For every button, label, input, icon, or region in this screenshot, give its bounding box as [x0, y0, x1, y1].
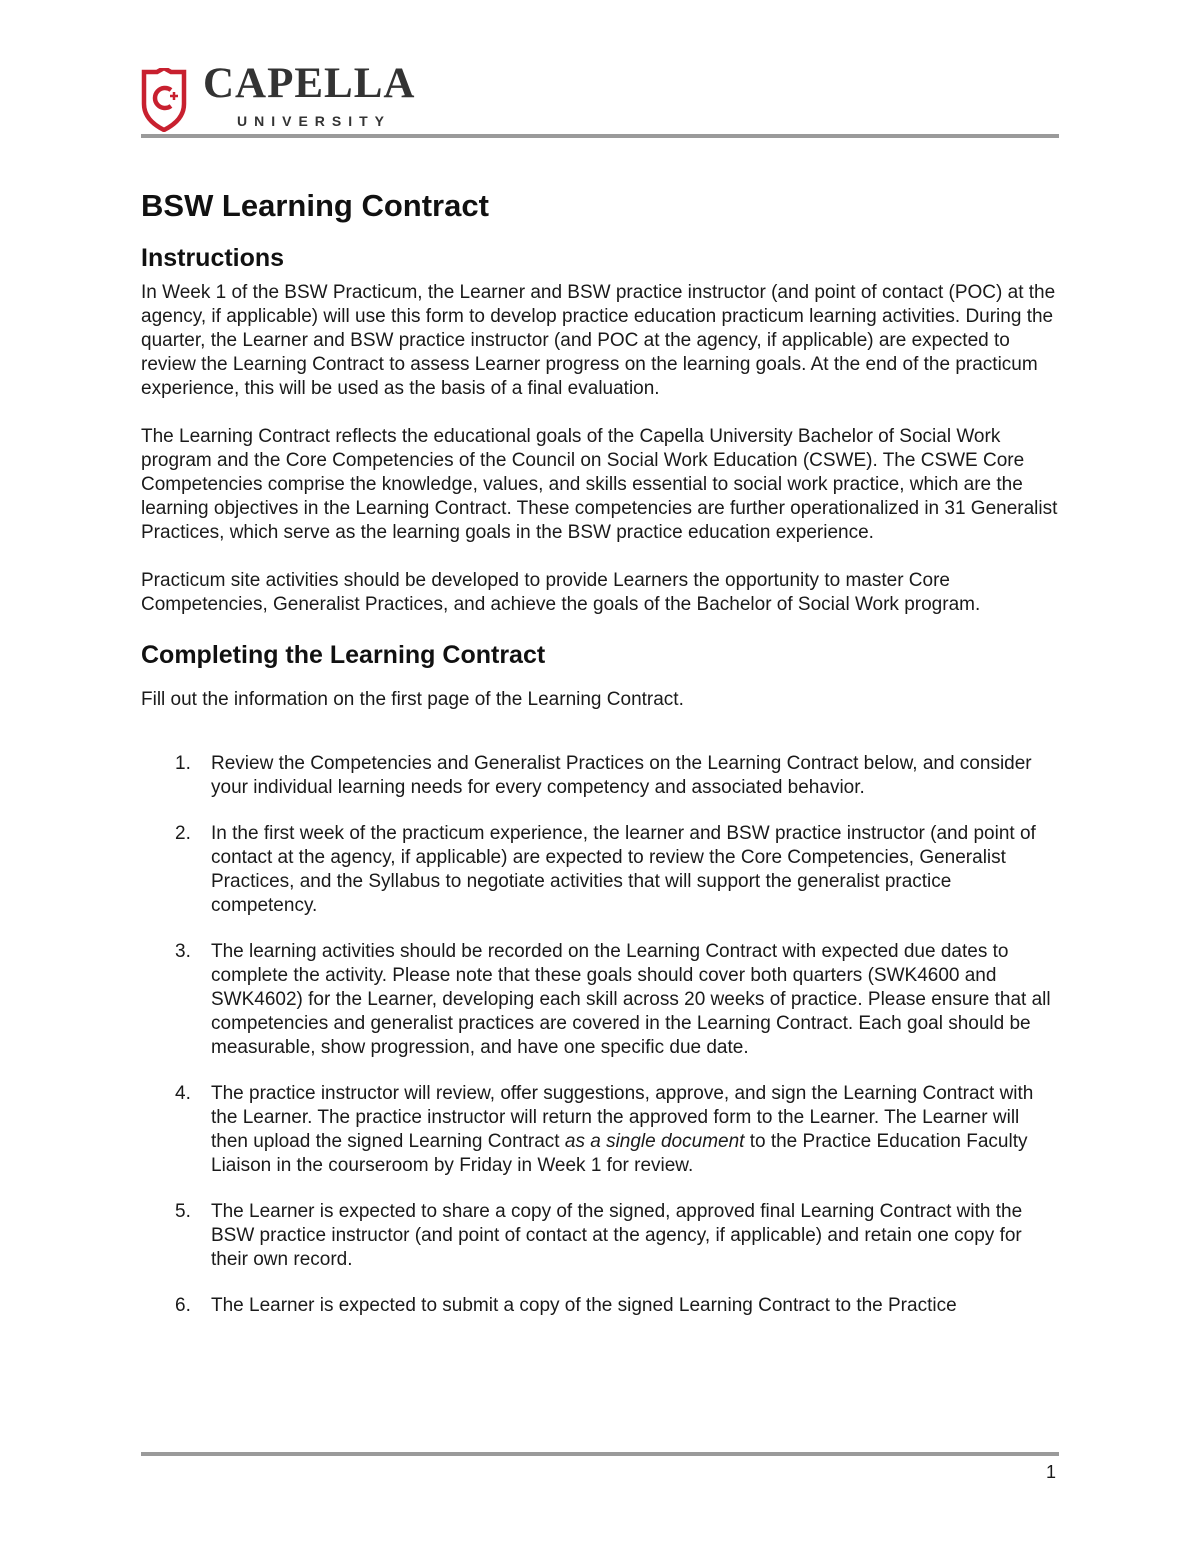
- steps-list: [141, 752, 1059, 1318]
- list-item-text: The Learner is expected to submit a copy of the signed Learning Contract to the Practice: [211, 1295, 957, 1316]
- instructions-paragraph: Practicum site activities should be developed to provide Learners the opportunity to master Core Competencies, Generalist Practices, and achieve the goals of the Bachelor of Social Work program.: [141, 570, 981, 615]
- list-item-text: The learning activities should be recorded on the Learning Contract with expected due dates to complete the activity. Please note that these goals should cover both quarters (SWK4600 and SWK4602) for the Learner, developing each skill across 20 weeks of practice. Please ensure that all competencies and generalist practices are covered in the Learning Contract. Each goal should be measurable, show progression, and have one specific due date.: [211, 941, 1051, 1058]
- list-item-number: 2.: [175, 823, 191, 844]
- list-item-text: The Learner is expected to share a copy of the signed, approved final Learning Contract with the BSW practice instructor (and point of contact at the agency, if applicable) and retain one copy for their own record.: [211, 1201, 1023, 1270]
- page-header: [141, 60, 1059, 138]
- list-item-text: Review the Competencies and Generalist Practices on the Learning Contract below, and consider your individual learning needs for every competency and associated behavior.: [211, 753, 1032, 798]
- brand-subtitle: UNIVERSITY: [237, 113, 392, 129]
- completing-intro: Fill out the information on the first page of the Learning Contract.: [141, 689, 684, 710]
- document-body: [141, 188, 1059, 1340]
- list-item-number: 6.: [175, 1295, 191, 1316]
- list-item-number: 3.: [175, 941, 191, 962]
- list-item: [141, 752, 1059, 800]
- page-number: 1: [1045, 1462, 1056, 1482]
- completing-heading: Completing the Learning Contract: [141, 641, 546, 669]
- instructions-paragraph: In Week 1 of the BSW Practicum, the Learner and BSW practice instructor (and point of contact (POC) at the agency, if applicable) will use this form to develop practice education practicum learning activities. During the quarter, the Learner and BSW practice instructor (and POC at the agency, if applicable) are expected to review the Learning Contract to assess Learner progress on the learning goals. At the end of the practicum experience, this will be used as the basis of a final evaluation.: [141, 282, 1056, 399]
- list-item-text: In the first week of the practicum experience, the learner and BSW practice instructor (and point of contact at the agency, if applicable) are expected to review the Core Competencies, Generalist Practices, and the Syllabus to negotiate activities that will support the generalist practice competency.: [211, 823, 1036, 916]
- list-item: [141, 940, 1059, 1060]
- instructions-heading: Instructions: [141, 244, 285, 272]
- header-divider: [141, 134, 1059, 138]
- list-item: [141, 1200, 1059, 1272]
- list-item-number: 4.: [175, 1083, 191, 1104]
- brand-name: CAPELLA: [203, 60, 416, 107]
- page-title: BSW Learning Contract: [141, 188, 489, 223]
- list-item: [141, 1082, 1059, 1178]
- capella-shield-logo-icon: [141, 68, 187, 132]
- instructions-paragraph: The Learning Contract reflects the educational goals of the Capella University Bachelor of Social Work program and the Core Competencies of the Council on Social Work Education (CSWE). The CSWE Core Competencies comprise the knowledge, values, and skills essential to social work practice, which are the learning objectives in the Learning Contract. These competencies are further operationalized in 31 Generalist Practices, which serve as the learning goals in the BSW practice education experience.: [141, 426, 1058, 543]
- list-item-text-part: The practice instructor will review, offer suggestions, approve, and sign the Learning Contract with the Learner. The practice instructor will return the approved form to the Learner. The Learner will then upload the signed Learning Contract: [211, 1083, 1034, 1152]
- footer-divider: [141, 1452, 1059, 1456]
- list-item-text: [211, 1083, 1033, 1176]
- list-item: [141, 1294, 1059, 1318]
- list-item: [141, 822, 1059, 918]
- emphasis-text: as a single document: [564, 1131, 745, 1152]
- list-item-number: 5.: [175, 1201, 191, 1222]
- list-item-number: 1.: [175, 753, 191, 774]
- list-item-text-part: to the Practice Education Faculty Liaison in the courseroom by Friday in Week 1 for review.: [211, 1131, 1028, 1176]
